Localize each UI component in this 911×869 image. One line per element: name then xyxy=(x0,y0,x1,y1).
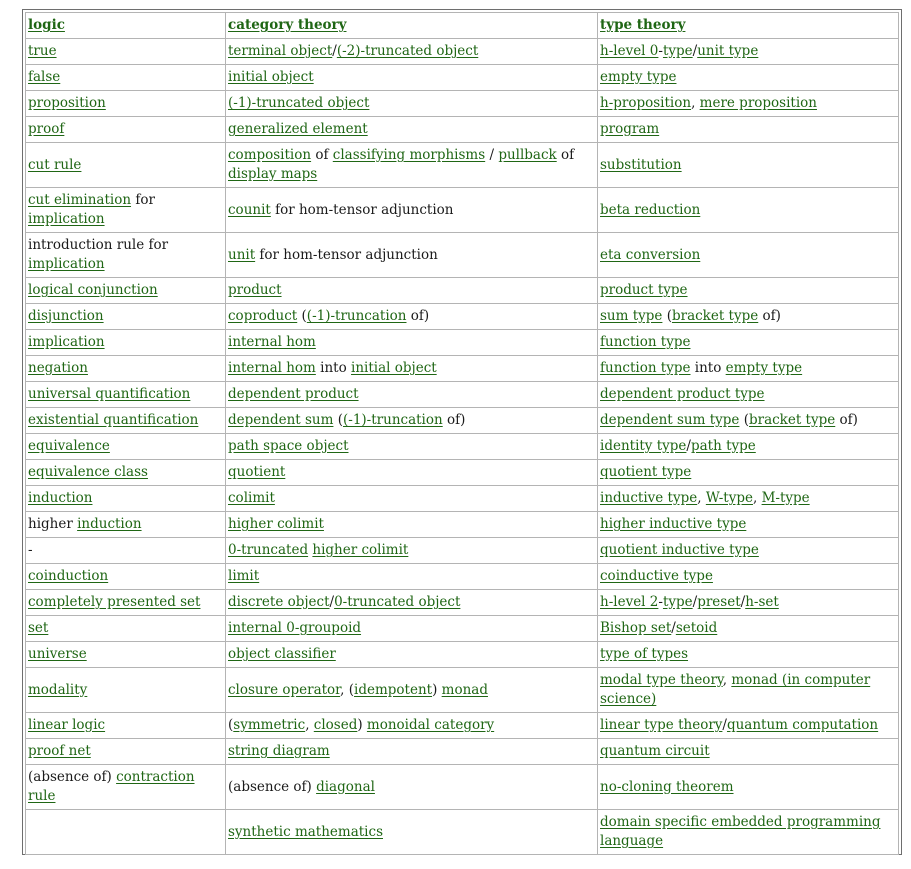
term-link[interactable]: generalized element xyxy=(228,121,368,137)
logic-cell xyxy=(26,356,226,382)
logic-cell xyxy=(26,564,226,590)
logic-cell xyxy=(26,91,226,117)
logic-cell xyxy=(26,642,226,668)
cell-text: into xyxy=(315,360,352,376)
logic-cell xyxy=(26,408,226,434)
category-theory-cell xyxy=(226,810,598,855)
type-theory-cell xyxy=(598,188,899,233)
term-link[interactable]: negation xyxy=(28,360,88,376)
term-link[interactable]: coinduction xyxy=(28,568,109,584)
term-link[interactable]: discrete object xyxy=(228,594,330,610)
term-link[interactable]: beta reduction xyxy=(600,201,701,218)
category-theory-cell xyxy=(226,143,598,188)
term-link[interactable]: initial object xyxy=(228,69,314,85)
table-row xyxy=(26,538,899,564)
table-row xyxy=(26,382,899,408)
cell-text: / xyxy=(329,594,335,610)
term-link[interactable]: dependent sum type xyxy=(600,412,740,428)
type-theory-cell xyxy=(598,739,899,765)
type-theory-cell xyxy=(598,713,899,739)
table-row xyxy=(26,356,899,382)
term-link[interactable]: h-level 2 xyxy=(600,594,659,610)
logic-cell xyxy=(26,434,226,460)
type-theory-cell xyxy=(598,616,899,642)
category-theory-cell xyxy=(226,668,598,713)
type-theory-cell xyxy=(598,564,899,590)
term-link[interactable]: completely presented set xyxy=(28,594,201,610)
cell-text: ) xyxy=(432,681,442,698)
term-link[interactable]: existential quantification xyxy=(28,412,199,428)
category-theory-cell xyxy=(226,117,598,143)
term-link[interactable]: implication xyxy=(28,256,105,272)
table-header-row xyxy=(26,13,899,39)
logic-cell xyxy=(26,330,226,356)
type-theory-cell xyxy=(598,434,899,460)
table-row xyxy=(26,564,899,590)
cell-text: ( xyxy=(333,412,343,428)
term-link[interactable]: colimit xyxy=(228,490,275,506)
term-link[interactable]: inductive type xyxy=(600,490,698,506)
type-theory-cell xyxy=(598,330,899,356)
term-link[interactable]: symmetric xyxy=(233,717,306,733)
cell-text: of) xyxy=(758,308,781,324)
term-link[interactable]: dependent product xyxy=(228,386,359,402)
term-link[interactable]: (-1)-truncated object xyxy=(228,95,370,111)
category-theory-cell xyxy=(226,356,598,382)
term-link[interactable]: domain specific embedded programming language xyxy=(600,814,881,849)
logic-cell xyxy=(26,117,226,143)
term-link[interactable]: 0-truncated object xyxy=(334,594,461,610)
type-theory-cell xyxy=(598,233,899,278)
category-theory-cell xyxy=(226,538,598,564)
type-theory-cell xyxy=(598,486,899,512)
logic-cell xyxy=(26,512,226,538)
term-link[interactable]: (-1)-truncation xyxy=(306,308,407,324)
cell-text: for xyxy=(131,192,155,208)
term-link[interactable]: setoid xyxy=(675,620,718,636)
term-link[interactable]: no-cloning theorem xyxy=(600,778,734,795)
header-link-type-theory[interactable]: type theory xyxy=(600,17,686,33)
cell-text: higher xyxy=(28,516,78,532)
category-theory-cell xyxy=(226,382,598,408)
term-link[interactable]: dependent product type xyxy=(600,386,765,402)
cell-text: for hom-tensor adjunction xyxy=(255,246,438,263)
cell-text: , xyxy=(305,717,314,733)
cell-text: / xyxy=(740,594,746,610)
table-row xyxy=(26,765,899,810)
cell-text: ( xyxy=(739,412,749,428)
table-row xyxy=(26,486,899,512)
term-link[interactable]: modality xyxy=(28,681,88,698)
cell-text: , xyxy=(697,490,706,506)
header-logic xyxy=(26,13,226,39)
category-theory-cell xyxy=(226,564,598,590)
term-link[interactable]: type of types xyxy=(600,646,689,662)
table-row xyxy=(26,117,899,143)
type-theory-cell xyxy=(598,278,899,304)
category-theory-cell xyxy=(226,188,598,233)
term-link[interactable]: (-2)-truncated object xyxy=(336,43,479,59)
term-link[interactable]: program xyxy=(600,121,660,137)
term-link[interactable]: synthetic mathematics xyxy=(228,823,383,840)
table-row xyxy=(26,713,899,739)
cell-text: / xyxy=(686,438,691,454)
cell-text: - xyxy=(658,594,663,610)
term-link[interactable]: initial object xyxy=(351,360,437,376)
logic-cell xyxy=(26,538,226,564)
term-link[interactable]: M-type xyxy=(761,490,810,506)
term-link[interactable]: idempotent xyxy=(354,681,433,698)
type-theory-cell xyxy=(598,356,899,382)
term-link[interactable]: limit xyxy=(228,568,260,584)
correspondence-table-frame xyxy=(22,9,902,855)
term-link[interactable]: type xyxy=(662,43,693,59)
cell-text: , ( xyxy=(340,681,355,698)
cell-text: - xyxy=(658,43,663,59)
cell-text: for hom-tensor adjunction xyxy=(270,201,454,218)
type-theory-cell xyxy=(598,39,899,65)
cell-text: of) xyxy=(835,412,858,428)
category-theory-cell xyxy=(226,39,598,65)
category-theory-cell xyxy=(226,486,598,512)
term-link[interactable]: monad xyxy=(441,681,488,698)
logic-cell xyxy=(26,233,226,278)
term-link[interactable]: identity type xyxy=(600,438,687,454)
category-theory-cell xyxy=(226,434,598,460)
term-link[interactable]: linear type theory xyxy=(600,717,723,733)
term-link[interactable]: higher inductive type xyxy=(600,516,747,532)
term-link[interactable]: coinductive type xyxy=(600,568,713,584)
category-theory-cell xyxy=(226,65,598,91)
table-row xyxy=(26,460,899,486)
logic-cell xyxy=(26,810,226,855)
term-link[interactable]: type xyxy=(662,594,693,610)
table-row xyxy=(26,590,899,616)
table-row xyxy=(26,739,899,765)
term-link[interactable]: false xyxy=(28,69,61,85)
cell-text: , xyxy=(752,490,762,506)
cell-text: (absence of) xyxy=(228,778,317,795)
type-theory-cell xyxy=(598,304,899,330)
term-link[interactable]: linear logic xyxy=(28,717,106,733)
type-theory-cell xyxy=(598,590,899,616)
term-link[interactable]: mere proposition xyxy=(699,95,817,111)
term-link[interactable]: internal 0-groupoid xyxy=(228,620,362,636)
cell-text: ( xyxy=(662,308,672,324)
term-link[interactable]: quotient xyxy=(228,464,286,480)
term-link[interactable]: higher colimit xyxy=(228,516,324,532)
type-theory-cell xyxy=(598,143,899,188)
logic-cell xyxy=(26,765,226,810)
term-link[interactable]: closed xyxy=(313,717,358,733)
term-link[interactable]: equivalence class xyxy=(28,464,148,480)
term-link[interactable]: dependent sum xyxy=(228,412,334,428)
cell-text: of) xyxy=(442,412,466,428)
table-row xyxy=(26,65,899,91)
table-row xyxy=(26,668,899,713)
logic-cell xyxy=(26,278,226,304)
term-link[interactable]: h-level 0 xyxy=(600,43,659,59)
term-link[interactable]: (-1)-truncation xyxy=(343,412,443,428)
term-link[interactable]: logical conjunction xyxy=(28,282,158,298)
term-link[interactable]: unit type xyxy=(697,43,759,59)
logic-cell xyxy=(26,486,226,512)
term-link[interactable]: unit xyxy=(228,246,256,263)
term-link[interactable]: induction xyxy=(77,516,142,532)
term-link[interactable]: disjunction xyxy=(28,308,104,324)
term-link[interactable]: closure operator xyxy=(228,681,341,698)
cell-text: (absence of) xyxy=(28,769,117,785)
term-link[interactable]: empty type xyxy=(600,69,677,85)
term-link[interactable]: contraction rule xyxy=(28,769,195,804)
type-theory-cell xyxy=(598,117,899,143)
cell-text: ( xyxy=(228,717,234,733)
term-link[interactable]: function type xyxy=(600,360,691,376)
term-link[interactable]: proposition xyxy=(28,95,106,111)
table-row xyxy=(26,91,899,117)
term-link[interactable]: path space object xyxy=(228,438,349,454)
term-link[interactable]: monoidal category xyxy=(366,717,495,733)
cell-text: / xyxy=(485,147,499,163)
term-link[interactable]: eta conversion xyxy=(600,246,701,263)
category-theory-cell xyxy=(226,512,598,538)
cell-text: - xyxy=(28,542,33,558)
logic-cell xyxy=(26,39,226,65)
term-link[interactable]: bracket type xyxy=(671,308,759,324)
logic-cell xyxy=(26,739,226,765)
term-link[interactable]: equivalence xyxy=(28,438,110,454)
term-link[interactable]: composition xyxy=(228,147,312,163)
category-theory-cell xyxy=(226,765,598,810)
category-theory-cell xyxy=(226,278,598,304)
table-row xyxy=(26,188,899,233)
logic-cell xyxy=(26,143,226,188)
category-theory-cell xyxy=(226,304,598,330)
logic-cell xyxy=(26,65,226,91)
table-row xyxy=(26,408,899,434)
header-category-theory xyxy=(226,13,598,39)
term-link[interactable]: proof net xyxy=(28,743,91,759)
term-link[interactable]: quantum circuit xyxy=(600,743,710,759)
cell-text: ) xyxy=(357,717,367,733)
logic-category-type-theory-table xyxy=(25,12,899,855)
cell-text: ( xyxy=(297,308,307,324)
term-link[interactable]: induction xyxy=(28,490,93,506)
category-theory-cell xyxy=(226,739,598,765)
term-link[interactable]: Bishop set xyxy=(600,620,672,636)
cell-text: introduction rule for xyxy=(28,237,169,253)
logic-cell xyxy=(26,188,226,233)
term-link[interactable]: string diagram xyxy=(228,743,330,759)
category-theory-cell xyxy=(226,408,598,434)
logic-cell xyxy=(26,382,226,408)
term-link[interactable]: diagonal xyxy=(316,778,375,795)
cell-text: / xyxy=(692,43,698,59)
term-link[interactable]: modal type theory xyxy=(600,672,723,688)
table-row xyxy=(26,233,899,278)
term-link[interactable]: set xyxy=(28,620,49,636)
term-link[interactable]: sum type xyxy=(600,308,663,324)
type-theory-cell xyxy=(598,642,899,668)
cell-text: of xyxy=(556,147,575,163)
logic-cell xyxy=(26,590,226,616)
term-link[interactable]: function type xyxy=(600,334,691,350)
category-theory-cell xyxy=(226,713,598,739)
table-row xyxy=(26,810,899,855)
type-theory-cell xyxy=(598,765,899,810)
type-theory-cell xyxy=(598,512,899,538)
type-theory-cell xyxy=(598,810,899,855)
cell-text: / xyxy=(332,43,337,59)
category-theory-cell xyxy=(226,590,598,616)
cell-text: of xyxy=(311,147,333,163)
term-link[interactable]: universal quantification xyxy=(28,386,191,402)
type-theory-cell xyxy=(598,538,899,564)
term-link[interactable]: h-proposition xyxy=(600,95,692,111)
term-link[interactable]: h-set xyxy=(745,594,779,610)
term-link[interactable]: object classifier xyxy=(228,646,336,662)
table-row xyxy=(26,143,899,188)
term-link[interactable]: product type xyxy=(600,282,688,298)
table-row xyxy=(26,616,899,642)
cell-text: , xyxy=(722,672,732,688)
term-link[interactable]: preset xyxy=(697,594,741,610)
type-theory-cell xyxy=(598,408,899,434)
logic-cell xyxy=(26,304,226,330)
table-row xyxy=(26,642,899,668)
term-link[interactable]: internal hom xyxy=(228,360,316,376)
table-row xyxy=(26,304,899,330)
category-theory-cell xyxy=(226,233,598,278)
category-theory-cell xyxy=(226,616,598,642)
cell-text: , xyxy=(691,95,700,111)
header-type-theory xyxy=(598,13,899,39)
term-link[interactable]: quotient type xyxy=(600,464,692,480)
term-link[interactable]: monad (in computer science) xyxy=(600,672,871,707)
term-link[interactable]: internal hom xyxy=(228,334,316,350)
term-link[interactable]: universe xyxy=(28,646,87,662)
term-link[interactable]: true xyxy=(28,43,57,59)
logic-cell xyxy=(26,713,226,739)
cell-text: / xyxy=(671,620,676,636)
term-link[interactable]: quantum computation xyxy=(726,717,879,733)
table-row xyxy=(26,278,899,304)
term-link[interactable]: W-type xyxy=(705,490,753,506)
cell-text: of) xyxy=(406,308,430,324)
term-link[interactable]: implication xyxy=(28,211,105,227)
term-link[interactable]: substitution xyxy=(600,156,682,173)
term-link[interactable]: cut rule xyxy=(28,156,82,173)
term-link[interactable]: implication xyxy=(28,334,105,350)
cell-text: into xyxy=(690,360,726,376)
term-link[interactable]: bracket type xyxy=(748,412,836,428)
table-row xyxy=(26,512,899,538)
logic-cell xyxy=(26,460,226,486)
category-theory-cell xyxy=(226,642,598,668)
category-theory-cell xyxy=(226,91,598,117)
term-link[interactable]: cut elimination xyxy=(28,192,132,208)
type-theory-cell xyxy=(598,668,899,713)
table-row xyxy=(26,434,899,460)
header-link-category-theory[interactable]: category theory xyxy=(228,17,347,33)
category-theory-cell xyxy=(226,330,598,356)
term-link[interactable]: classifying morphisms xyxy=(332,147,486,163)
term-link[interactable]: coproduct xyxy=(228,308,298,324)
cell-text: / xyxy=(722,717,727,733)
category-theory-cell xyxy=(226,460,598,486)
header-link-logic[interactable]: logic xyxy=(28,17,65,33)
term-link[interactable]: 0-truncated xyxy=(228,542,309,558)
type-theory-cell xyxy=(598,382,899,408)
type-theory-cell xyxy=(598,65,899,91)
table-row xyxy=(26,39,899,65)
term-link[interactable]: counit xyxy=(228,201,271,218)
cell-text: / xyxy=(692,594,698,610)
term-link[interactable]: product xyxy=(228,282,282,298)
table-row xyxy=(26,330,899,356)
term-link[interactable]: path type xyxy=(690,438,756,454)
term-link[interactable]: terminal object xyxy=(228,43,333,59)
term-link[interactable]: display maps xyxy=(228,166,318,182)
term-link[interactable]: empty type xyxy=(725,360,803,376)
logic-cell xyxy=(26,616,226,642)
type-theory-cell xyxy=(598,91,899,117)
logic-cell xyxy=(26,668,226,713)
term-link[interactable]: higher colimit xyxy=(312,542,409,558)
term-link[interactable]: quotient inductive type xyxy=(600,542,759,558)
table-body xyxy=(26,39,899,855)
type-theory-cell xyxy=(598,460,899,486)
term-link[interactable]: pullback xyxy=(498,147,557,163)
term-link[interactable]: proof xyxy=(28,121,65,137)
